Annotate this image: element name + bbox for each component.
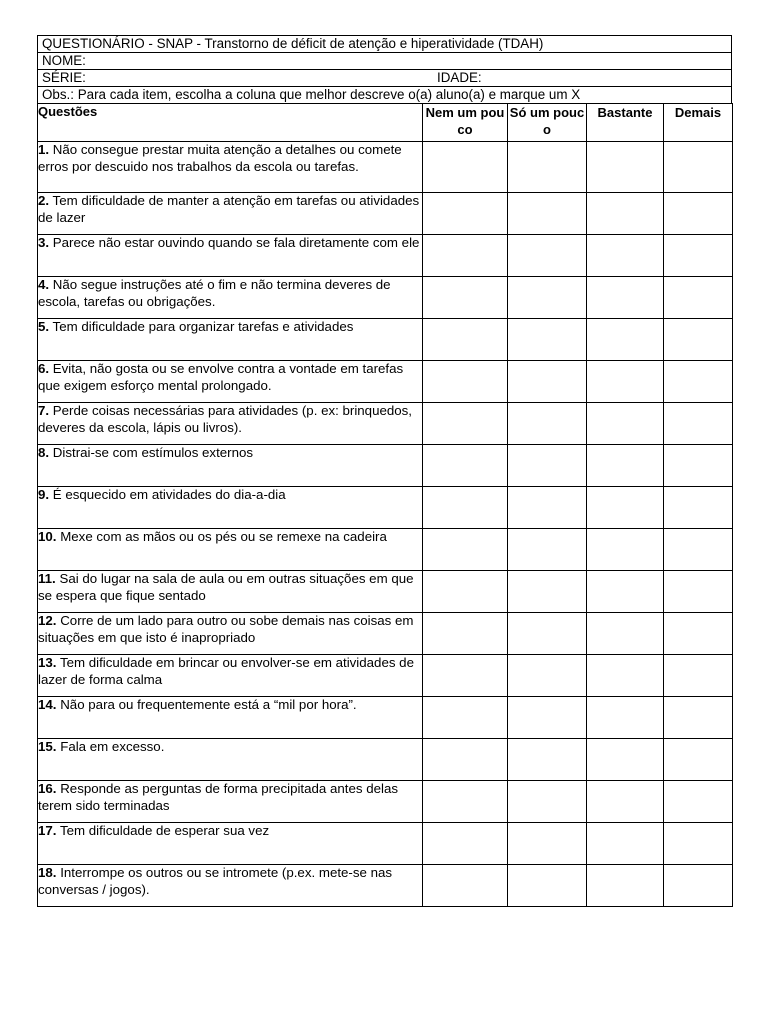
question-text-cell [38, 235, 423, 277]
question-number: 13. [38, 655, 57, 670]
question-text: Distrai-se com estímulos externos [49, 445, 254, 460]
answer-cell-nem-um-pouco[interactable] [423, 529, 508, 571]
questions-body [38, 142, 733, 907]
question-row [38, 739, 733, 781]
question-text: Interrompe os outros ou se intromete (p.ex. mete-se nas conversas / jogos). [38, 865, 393, 897]
question-text: Tem dificuldade de esperar sua vez [56, 823, 270, 838]
answer-cell-demais[interactable] [664, 823, 733, 865]
question-text: Mexe com as mãos ou os pés ou se remexe na cadeira [56, 529, 387, 544]
answer-cell-bastante[interactable] [587, 487, 664, 529]
answer-cell-so-um-pouco[interactable] [508, 487, 587, 529]
question-text-cell [38, 487, 423, 529]
question-number: 2. [38, 193, 50, 208]
answer-cell-so-um-pouco[interactable] [508, 529, 587, 571]
question-row [38, 655, 733, 697]
answer-cell-so-um-pouco[interactable] [508, 142, 587, 193]
question-text: Não para ou frequentemente está a “mil por hora”. [56, 697, 357, 712]
question-text: Sai do lugar na sala de aula ou em outras situações em que se espera que fique sentado [38, 571, 414, 603]
answer-cell-demais[interactable] [664, 193, 733, 235]
answer-cell-bastante[interactable] [587, 193, 664, 235]
name-field-row[interactable] [37, 52, 732, 69]
column-header-questoes: Questões [38, 104, 423, 142]
question-number: 11. [38, 571, 56, 586]
question-number: 3. [38, 235, 50, 250]
answer-cell-nem-um-pouco[interactable] [423, 487, 508, 529]
question-number: 16. [38, 781, 57, 796]
question-number: 5. [38, 319, 50, 334]
answer-cell-demais[interactable] [664, 571, 733, 613]
question-row [38, 697, 733, 739]
question-row [38, 403, 733, 445]
answer-cell-nem-um-pouco[interactable] [423, 697, 508, 739]
question-row [38, 781, 733, 823]
question-row [38, 823, 733, 865]
answer-cell-demais[interactable] [664, 655, 733, 697]
question-text-cell [38, 193, 423, 235]
questionnaire-title: QUESTIONÁRIO - SNAP - Transtorno de déficit de atenção e hiperatividade (TDAH) [37, 35, 732, 52]
question-number: 17. [38, 823, 57, 838]
column-header-demais: Demais [664, 104, 733, 142]
answer-cell-so-um-pouco[interactable] [508, 865, 587, 907]
questions-table [37, 103, 733, 907]
answer-cell-demais[interactable] [664, 487, 733, 529]
answer-cell-bastante[interactable] [587, 571, 664, 613]
question-row [38, 193, 733, 235]
question-text-cell [38, 865, 423, 907]
table-header-row [38, 104, 733, 142]
question-row [38, 487, 733, 529]
question-text: Tem dificuldade em brincar ou envolver-se em atividades de lazer de forma calma [38, 655, 414, 687]
answer-cell-bastante[interactable] [587, 697, 664, 739]
answer-cell-demais[interactable] [664, 865, 733, 907]
answer-cell-so-um-pouco[interactable] [508, 781, 587, 823]
question-text: Tem dificuldade para organizar tarefas e atividades [49, 319, 354, 334]
question-text-cell [38, 613, 423, 655]
question-text-cell [38, 655, 423, 697]
answer-cell-bastante[interactable] [587, 613, 664, 655]
answer-cell-demais[interactable] [664, 403, 733, 445]
answer-cell-nem-um-pouco[interactable] [423, 613, 508, 655]
answer-cell-so-um-pouco[interactable] [508, 823, 587, 865]
question-number: 8. [38, 445, 50, 460]
answer-cell-so-um-pouco[interactable] [508, 235, 587, 277]
answer-cell-nem-um-pouco[interactable] [423, 361, 508, 403]
question-number: 14. [38, 697, 57, 712]
answer-cell-so-um-pouco[interactable] [508, 361, 587, 403]
question-row [38, 361, 733, 403]
answer-cell-bastante[interactable] [587, 235, 664, 277]
answer-cell-nem-um-pouco[interactable] [423, 277, 508, 319]
answer-cell-nem-um-pouco[interactable] [423, 193, 508, 235]
answer-cell-demais[interactable] [664, 739, 733, 781]
snap-questionnaire-form [37, 35, 732, 907]
answer-cell-nem-um-pouco[interactable] [423, 781, 508, 823]
question-number: 6. [38, 361, 50, 376]
answer-cell-nem-um-pouco[interactable] [423, 235, 508, 277]
column-header-nem-um-pouco: Nem um pouco [423, 104, 508, 142]
question-number: 1. [38, 142, 50, 157]
answer-cell-demais[interactable] [664, 613, 733, 655]
answer-cell-demais[interactable] [664, 445, 733, 487]
question-number: 9. [38, 487, 50, 502]
name-label: NOME: [42, 53, 86, 68]
question-text-cell [38, 361, 423, 403]
answer-cell-demais[interactable] [664, 319, 733, 361]
answer-cell-so-um-pouco[interactable] [508, 655, 587, 697]
answer-cell-nem-um-pouco[interactable] [423, 865, 508, 907]
question-number: 15. [38, 739, 57, 754]
answer-cell-so-um-pouco[interactable] [508, 613, 587, 655]
question-text: Fala em excesso. [56, 739, 165, 754]
question-number: 10. [38, 529, 57, 544]
answer-cell-demais[interactable] [664, 529, 733, 571]
question-row [38, 529, 733, 571]
question-text-cell [38, 739, 423, 781]
question-row [38, 571, 733, 613]
answer-cell-nem-um-pouco[interactable] [423, 655, 508, 697]
answer-cell-bastante[interactable] [587, 739, 664, 781]
question-text: Parece não estar ouvindo quando se fala diretamente com ele [49, 235, 420, 250]
answer-cell-nem-um-pouco[interactable] [423, 403, 508, 445]
answer-cell-so-um-pouco[interactable] [508, 445, 587, 487]
question-row [38, 235, 733, 277]
answer-cell-bastante[interactable] [587, 655, 664, 697]
question-number: 7. [38, 403, 50, 418]
answer-cell-bastante[interactable] [587, 781, 664, 823]
question-row [38, 142, 733, 193]
answer-cell-bastante[interactable] [587, 445, 664, 487]
question-row [38, 865, 733, 907]
answer-cell-so-um-pouco[interactable] [508, 403, 587, 445]
question-text: Corre de um lado para outro ou sobe demais nas coisas em situações em que isto é inapropriado [38, 613, 414, 645]
answer-cell-nem-um-pouco[interactable] [423, 571, 508, 613]
answer-cell-bastante[interactable] [587, 319, 664, 361]
serie-label: SÉRIE: [42, 70, 86, 85]
answer-cell-demais[interactable] [664, 361, 733, 403]
column-header-so-um-pouco: Só um pouco [508, 104, 587, 142]
answer-cell-bastante[interactable] [587, 529, 664, 571]
question-row [38, 613, 733, 655]
question-text-cell [38, 697, 423, 739]
question-row [38, 277, 733, 319]
answer-cell-so-um-pouco[interactable] [508, 193, 587, 235]
answer-cell-bastante[interactable] [587, 361, 664, 403]
question-number: 12. [38, 613, 57, 628]
answer-cell-nem-um-pouco[interactable] [423, 739, 508, 781]
question-text-cell [38, 571, 423, 613]
answer-cell-demais[interactable] [664, 235, 733, 277]
answer-cell-demais[interactable] [664, 697, 733, 739]
column-header-bastante: Bastante [587, 104, 664, 142]
question-text: Não segue instruções até o fim e não termina deveres de escola, tarefas ou obrigações. [38, 277, 391, 309]
question-text-cell [38, 781, 423, 823]
question-row [38, 319, 733, 361]
answer-cell-bastante[interactable] [587, 823, 664, 865]
question-text: Responde as perguntas de forma precipitada antes delas terem sido terminadas [38, 781, 399, 813]
observation-note: Obs.: Para cada item, escolha a coluna que melhor descreve o(a) aluno(a) e marque um X [37, 86, 732, 103]
question-number: 4. [38, 277, 50, 292]
answer-cell-bastante[interactable] [587, 403, 664, 445]
answer-cell-bastante[interactable] [587, 277, 664, 319]
answer-cell-nem-um-pouco[interactable] [423, 445, 508, 487]
answer-cell-nem-um-pouco[interactable] [423, 142, 508, 193]
question-text-cell [38, 403, 423, 445]
answer-cell-so-um-pouco[interactable] [508, 319, 587, 361]
answer-cell-so-um-pouco[interactable] [508, 739, 587, 781]
answer-cell-demais[interactable] [664, 142, 733, 193]
answer-cell-bastante[interactable] [587, 142, 664, 193]
answer-cell-so-um-pouco[interactable] [508, 571, 587, 613]
question-text-cell [38, 445, 423, 487]
answer-cell-bastante[interactable] [587, 865, 664, 907]
answer-cell-so-um-pouco[interactable] [508, 697, 587, 739]
question-text-cell [38, 823, 423, 865]
answer-cell-demais[interactable] [664, 781, 733, 823]
answer-cell-demais[interactable] [664, 277, 733, 319]
question-text: Não consegue prestar muita atenção a detalhes ou comete erros por descuido nos trabalhos da escola ou tarefas. [38, 142, 402, 174]
serie-idade-row[interactable] [37, 69, 732, 86]
question-text: É esquecido em atividades do dia-a-dia [49, 487, 286, 502]
question-text-cell [38, 529, 423, 571]
question-text-cell [38, 319, 423, 361]
answer-cell-nem-um-pouco[interactable] [423, 823, 508, 865]
question-text: Tem dificuldade de manter a atenção em tarefas ou atividades de lazer [38, 193, 420, 225]
question-text-cell [38, 277, 423, 319]
answer-cell-nem-um-pouco[interactable] [423, 319, 508, 361]
question-text-cell [38, 142, 423, 193]
idade-label: IDADE: [437, 70, 482, 85]
question-text: Perde coisas necessárias para atividades (p. ex: brinquedos, deveres da escola, lápis ou livros). [38, 403, 413, 435]
question-number: 18. [38, 865, 57, 880]
question-row [38, 445, 733, 487]
answer-cell-so-um-pouco[interactable] [508, 277, 587, 319]
question-text: Evita, não gosta ou se envolve contra a vontade em tarefas que exigem esforço mental prolongado. [38, 361, 404, 393]
